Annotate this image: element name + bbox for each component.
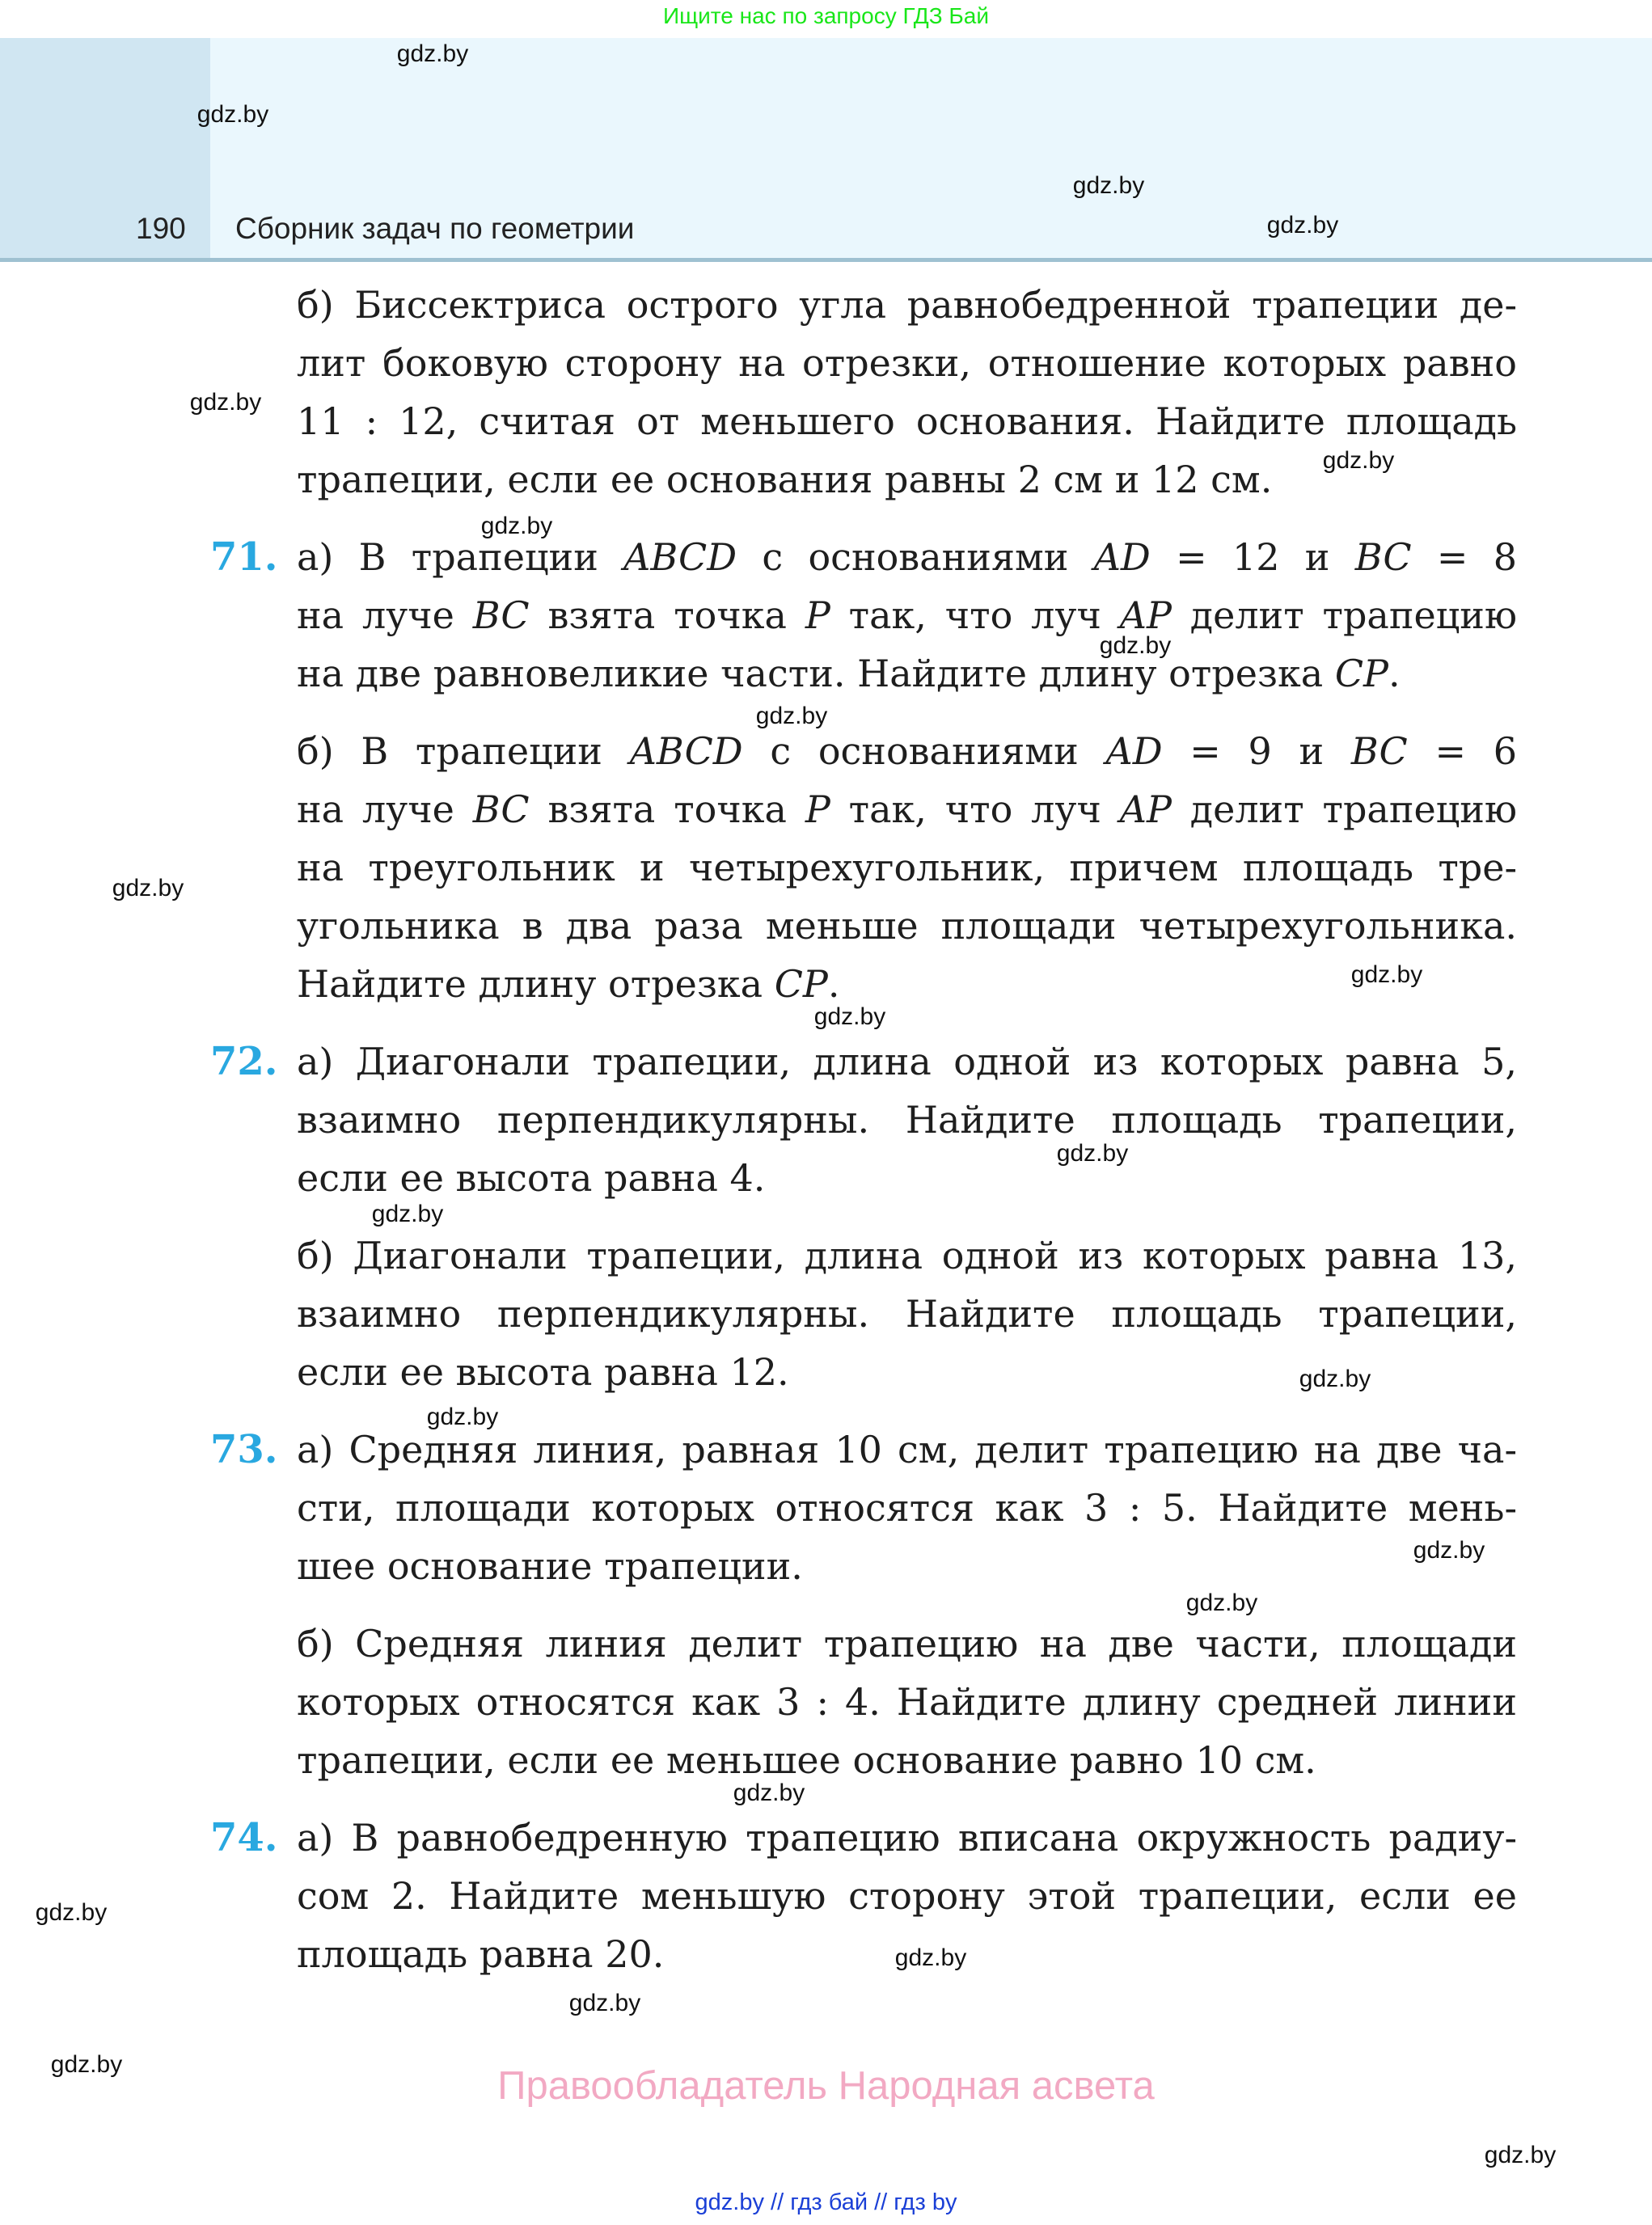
problem-text-line: на луче BC взята точка P так, что луч AP делит трапецию	[297, 593, 1518, 637]
problem-text-line: шее основание трапеции.	[297, 1544, 803, 1588]
problem-text-line: Найдите длину отрезка CP.	[297, 962, 840, 1006]
problem-text-line: 11 : 12, считая от меньшего основания. Найдите площадь	[297, 399, 1517, 443]
problem-text-line: на луче BC взята точка P так, что луч AP делит трапецию	[297, 787, 1518, 831]
watermark: gdz.by	[568, 1990, 641, 2016]
watermark: gdz.by	[733, 1780, 805, 1806]
problem-number: 73.	[210, 1427, 278, 1472]
book-title: Сборник задач по геометрии	[235, 212, 635, 245]
problem-number: 72.	[210, 1039, 278, 1084]
problem-block	[0, 1809, 1652, 1983]
problem-block	[0, 1226, 1652, 1401]
problem-text-line: трапеции, если ее основания равны 2 см и 12 см.	[297, 458, 1273, 501]
watermark: gdz.by	[894, 1944, 967, 1971]
problem-block	[0, 528, 1652, 703]
watermark: gdz.by	[1484, 2142, 1557, 2168]
problem-text-line: а) Диагонали трапеции, длина одной из которых равна 5,	[297, 1040, 1517, 1083]
problem-text-line: б) Диагонали трапеции, длина одной из которых равна 13,	[297, 1234, 1517, 1277]
problem-number: 71.	[210, 534, 278, 580]
footer-links[interactable]: gdz.by // гдз бай // гдз by	[695, 2189, 957, 2215]
watermark: gdz.by	[1322, 447, 1395, 474]
problem-block	[0, 1615, 1652, 1789]
problem-text-line: взаимно перпендикулярны. Найдите площадь трапеции,	[297, 1098, 1517, 1142]
problem-text-line: трапеции, если ее меньшее основание равно 10 см.	[297, 1738, 1316, 1782]
problem-text-line: а) В равнобедренную трапецию вписана окружность радиу-	[297, 1816, 1517, 1860]
problem-text-line: а) Средняя линия, равная 10 см, делит трапецию на две ча-	[297, 1428, 1517, 1471]
problem-block	[0, 1421, 1652, 1595]
problem-text-line: если ее высота равна 12.	[297, 1350, 789, 1394]
watermark: gdz.by	[396, 40, 469, 67]
problem-text-line: взаимно перпендикулярны. Найдите площадь трапеции,	[297, 1292, 1517, 1336]
watermark: gdz.by	[35, 1899, 108, 1926]
watermark: gdz.by	[50, 2051, 123, 2078]
watermark: gdz.by	[196, 101, 269, 128]
problem-text-line: б) В трапеции ABCD с основаниями AD = 9 и BC = 6	[297, 729, 1517, 773]
watermark: gdz.by	[426, 1404, 499, 1430]
page-number: 190	[136, 212, 186, 245]
problem-text-line: лит боковую сторону на отрезки, отношение которых равно	[297, 341, 1517, 385]
watermark: gdz.by	[1056, 1140, 1129, 1167]
problem-block	[0, 1032, 1652, 1207]
problem-text-line: площадь равна 20.	[297, 1932, 665, 1976]
watermark: gdz.by	[371, 1201, 444, 1227]
watermark: gdz.by	[112, 875, 184, 901]
watermark: gdz.by	[1299, 1366, 1371, 1392]
problem-text-line: сти, площади которых относятся как 3 : 5. Найдите мень-	[297, 1486, 1517, 1530]
watermark: gdz.by	[813, 1003, 886, 1030]
watermark: gdz.by	[1413, 1537, 1485, 1564]
problem-text-line: б) Средняя линия делит трапецию на две части, площади	[297, 1622, 1517, 1666]
watermark: gdz.by	[1266, 212, 1339, 239]
problem-text-line: на треугольник и четырехугольник, причем площадь тре-	[297, 846, 1517, 889]
problem-list	[0, 276, 1652, 2003]
watermark: gdz.by	[1099, 632, 1172, 659]
watermark: gdz.by	[189, 389, 262, 416]
watermark: gdz.by	[1072, 172, 1145, 199]
problem-text-line: а) В трапеции ABCD с основаниями AD = 12 и BC = 8	[297, 535, 1517, 579]
problem-text-line: если ее высота равна 4.	[297, 1156, 766, 1200]
problem-number: 74.	[210, 1815, 278, 1860]
problem-text-line: которых относятся как 3 : 4. Найдите длину средней линии	[297, 1680, 1517, 1724]
watermark: gdz.by	[755, 703, 828, 729]
header-divider	[0, 258, 1652, 262]
search-hint-banner: Ищите нас по запросу ГДЗ Бай	[662, 3, 990, 28]
problem-text-line: сом 2. Найдите меньшую сторону этой трапеции, если ее	[297, 1874, 1517, 1918]
copyright-notice: Правообладатель Народная асвета	[497, 2064, 1155, 2108]
watermark: gdz.by	[480, 513, 553, 539]
problem-text-line: б) Биссектриса острого угла равнобедренной трапеции де-	[297, 283, 1517, 327]
watermark: gdz.by	[1350, 961, 1423, 988]
problem-text-line: угольника в два раза меньше площади четырехугольника.	[297, 904, 1517, 948]
problem-text-line: на две равновеликие части. Найдите длину отрезка CP.	[297, 652, 1401, 695]
watermark: gdz.by	[1185, 1590, 1258, 1616]
